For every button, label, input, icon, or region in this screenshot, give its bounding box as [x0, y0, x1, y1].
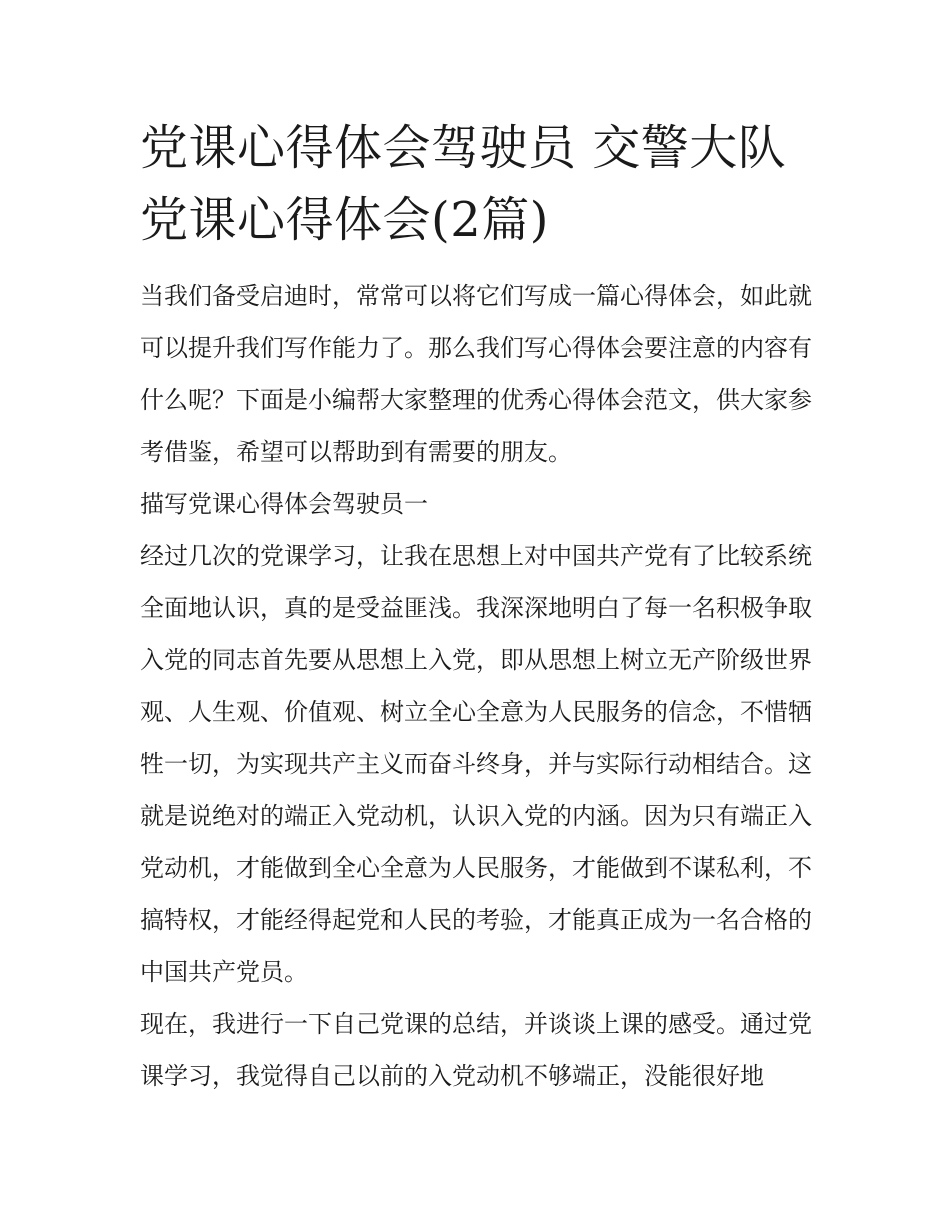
intro-paragraph: 当我们备受启迪时，常常可以将它们写成一篇心得体会，如此就可以提升我们写作能力了。那么我们写心得体会要注意的内容有什么呢？下面是小编帮大家整理的优秀心得体会范文，供大家参考借鉴，希望可以帮助到有需要的朋友。 — [140, 282, 812, 466]
section-heading: 描写党课心得体会驾驶员一 — [140, 490, 428, 518]
document-page — [140, 112, 812, 1102]
body-paragraph: 经过几次的党课学习，让我在思想上对中国共产党有了比较系统全面地认识，真的是受益匪浅。我深深地明白了每一名积极争取入党的同志首先要从思想上入党，即从思想上树立无产阶级世界观、人生观、价值观、树立全心全意为人民服务的信念，不惜牺牲一切，为实现共产主义而奋斗终身，并与实际行动相结合。这就是说绝对的端正入党动机，认识入党的内涵。因为只有端正入党动机，才能做到全心全意为人民服务，才能做到不谋私利，不搞特权，才能经得起党和人民的考验，才能真正成为一名合格的中国共产党员。 — [140, 542, 812, 986]
body-paragraph: 现在，我进行一下自己党课的总结，并谈谈上课的感受。通过党课学习，我觉得自己以前的入党动机不够端正，没能很好地 — [140, 1010, 812, 1090]
document-title: 党课心得体会驾驶员 交警大队党课心得体会(2篇) — [140, 120, 787, 248]
